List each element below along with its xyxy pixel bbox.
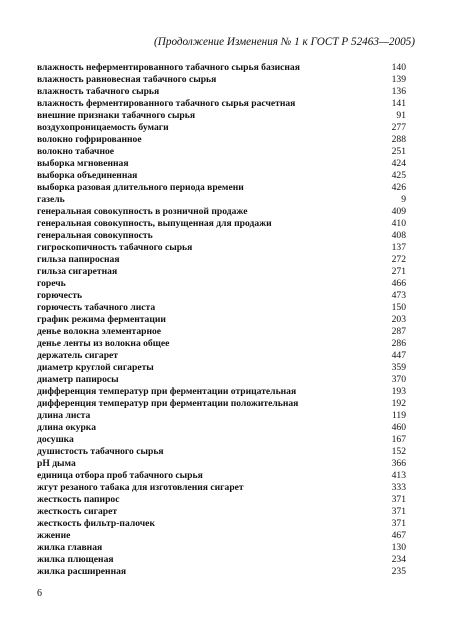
- index-term: график режима ферментации: [37, 314, 166, 325]
- index-term: единица отбора проб табачного сырья: [37, 470, 203, 481]
- index-term: денье волокна элементарное: [37, 326, 162, 337]
- index-page-ref: 447: [391, 350, 406, 361]
- index-entry: [37, 362, 406, 374]
- index-page-ref: 193: [391, 386, 406, 397]
- index-page-ref: 203: [391, 314, 406, 325]
- index-term: держатель сигарет: [37, 350, 119, 361]
- index-page-ref: 333: [391, 482, 406, 493]
- index-entry: [37, 422, 406, 434]
- index-entry: [37, 122, 406, 134]
- index-term: жесткость фильтр-палочек: [37, 518, 155, 529]
- index-page-ref: 371: [391, 506, 406, 517]
- index-entry: [37, 398, 406, 410]
- index-term: горючесть табачного листа: [37, 302, 156, 313]
- index-entry: [37, 134, 406, 146]
- index-page-ref: 413: [391, 470, 406, 481]
- index-entry: [37, 146, 406, 158]
- index-page-ref: 466: [391, 278, 406, 289]
- index-entry: [37, 278, 406, 290]
- index-page-ref: 141: [391, 98, 406, 109]
- index-entry: [37, 170, 406, 182]
- index-entry: [37, 230, 406, 242]
- index-page-ref: 424: [391, 158, 406, 169]
- index-entry: [37, 386, 406, 398]
- index-page-ref: 272: [391, 254, 406, 265]
- index-term: досушка: [37, 434, 74, 445]
- index-page-ref: 277: [391, 122, 406, 133]
- index-page-ref: 235: [391, 566, 406, 577]
- index-entry: [37, 542, 406, 554]
- index-page-ref: 467: [391, 530, 406, 541]
- index-term: диаметр папиросы: [37, 374, 119, 385]
- index-entry: [37, 254, 406, 266]
- index-entry: [37, 338, 406, 350]
- index-term: жилка плющеная: [37, 554, 114, 565]
- index-page-ref: 371: [391, 518, 406, 529]
- index-entry: [37, 206, 406, 218]
- index-entry: [37, 470, 406, 482]
- index-term: денье ленты из волокна общее: [37, 338, 170, 349]
- term-index-list: [37, 62, 406, 578]
- index-term: жжение: [37, 530, 71, 541]
- index-page-ref: 139: [391, 74, 406, 85]
- index-term: жесткость папирос: [37, 494, 120, 505]
- index-page-ref: 167: [391, 434, 406, 445]
- index-entry: [37, 242, 406, 254]
- index-term: волокно гофрированное: [37, 134, 142, 145]
- index-page-ref: 287: [391, 326, 406, 337]
- index-page-ref: 251: [391, 146, 406, 157]
- index-term: pH дыма: [37, 458, 76, 469]
- index-entry: [37, 530, 406, 542]
- index-page-ref: 271: [391, 266, 406, 277]
- index-term: генеральная совокупность в розничной продаже: [37, 206, 248, 217]
- index-page-ref: 130: [391, 542, 406, 553]
- index-term: дифференция температур при ферментации положительная: [37, 398, 299, 409]
- index-term: длина листа: [37, 410, 91, 421]
- index-term: диаметр круглой сигареты: [37, 362, 154, 373]
- index-entry: [37, 302, 406, 314]
- index-page-ref: 473: [391, 290, 406, 301]
- index-page-ref: 359: [391, 362, 406, 373]
- index-term: генеральная совокупность: [37, 230, 153, 241]
- index-page-ref: 288: [391, 134, 406, 145]
- index-entry: [37, 62, 406, 74]
- index-term: газель: [37, 194, 65, 205]
- index-page-ref: 192: [391, 398, 406, 409]
- index-entry: [37, 86, 406, 98]
- index-term: выборка мгновенная: [37, 158, 129, 169]
- index-entry: [37, 194, 406, 206]
- index-entry: [37, 350, 406, 362]
- index-entry: [37, 98, 406, 110]
- index-term: жилка главная: [37, 542, 103, 553]
- index-term: выборка разовая длительного периода времени: [37, 182, 244, 193]
- index-page-ref: 286: [391, 338, 406, 349]
- index-term: гильза сигаретная: [37, 266, 118, 277]
- index-page-ref: 136: [391, 86, 406, 97]
- index-term: влажность ферментированного табачного сырья расчетная: [37, 98, 296, 109]
- index-entry: [37, 290, 406, 302]
- index-page-ref: 410: [391, 218, 406, 229]
- index-entry: [37, 446, 406, 458]
- index-entry: [37, 410, 406, 422]
- index-entry: [37, 158, 406, 170]
- index-entry: [37, 74, 406, 86]
- index-page-ref: 425: [391, 170, 406, 181]
- index-term: влажность неферментированного табачного сырья базисная: [37, 62, 300, 73]
- index-page-ref: 426: [391, 182, 406, 193]
- index-term: гигроскопичность табачного сырья: [37, 242, 193, 253]
- index-term: влажность табачного сырья: [37, 86, 160, 97]
- page-number: 6: [37, 588, 42, 599]
- index-term: внешние признаки табачного сырья: [37, 110, 196, 121]
- index-entry: [37, 374, 406, 386]
- index-page-ref: 150: [391, 302, 406, 313]
- index-term: горечь: [37, 278, 66, 289]
- index-page-ref: 140: [391, 62, 406, 73]
- index-entry: [37, 458, 406, 470]
- index-entry: [37, 506, 406, 518]
- index-page-ref: 152: [391, 446, 406, 457]
- index-page-ref: 91: [396, 110, 406, 121]
- index-entry: [37, 482, 406, 494]
- index-entry: [37, 218, 406, 230]
- index-term: горючесть: [37, 290, 83, 301]
- index-page-ref: 137: [391, 242, 406, 253]
- index-page-ref: 460: [391, 422, 406, 433]
- index-term: жгут резаного табака для изготовления сигарет: [37, 482, 244, 493]
- index-page-ref: 119: [391, 410, 406, 421]
- index-entry: [37, 110, 406, 122]
- index-term: генеральная совокупность, выпущенная для продажи: [37, 218, 272, 229]
- index-page-ref: 366: [391, 458, 406, 469]
- index-entry: [37, 182, 406, 194]
- index-term: выборка объединенная: [37, 170, 138, 181]
- index-page-ref: 370: [391, 374, 406, 385]
- index-entry: [37, 554, 406, 566]
- index-term: волокно табачное: [37, 146, 115, 157]
- index-term: гильза папиросная: [37, 254, 120, 265]
- index-term: влажность равновесная табачного сырья: [37, 74, 217, 85]
- index-entry: [37, 326, 406, 338]
- index-entry: [37, 566, 406, 578]
- document-header: (Продолжение Изменения № 1 к ГОСТ Р 52463—2005): [154, 36, 415, 48]
- index-entry: [37, 314, 406, 326]
- index-page-ref: 408: [391, 230, 406, 241]
- index-term: душистость табачного сырья: [37, 446, 164, 457]
- index-term: воздухопроницаемость бумаги: [37, 122, 169, 133]
- index-page-ref: 409: [391, 206, 406, 217]
- index-page-ref: 9: [401, 194, 406, 205]
- index-entry: [37, 434, 406, 446]
- index-page-ref: 234: [391, 554, 406, 565]
- index-term: жилка расширенная: [37, 566, 127, 577]
- index-term: дифференция температур при ферментации отрицательная: [37, 386, 297, 397]
- index-entry: [37, 266, 406, 278]
- index-page-ref: 371: [391, 494, 406, 505]
- index-entry: [37, 518, 406, 530]
- index-term: длина окурка: [37, 422, 96, 433]
- index-term: жесткость сигарет: [37, 506, 118, 517]
- index-entry: [37, 494, 406, 506]
